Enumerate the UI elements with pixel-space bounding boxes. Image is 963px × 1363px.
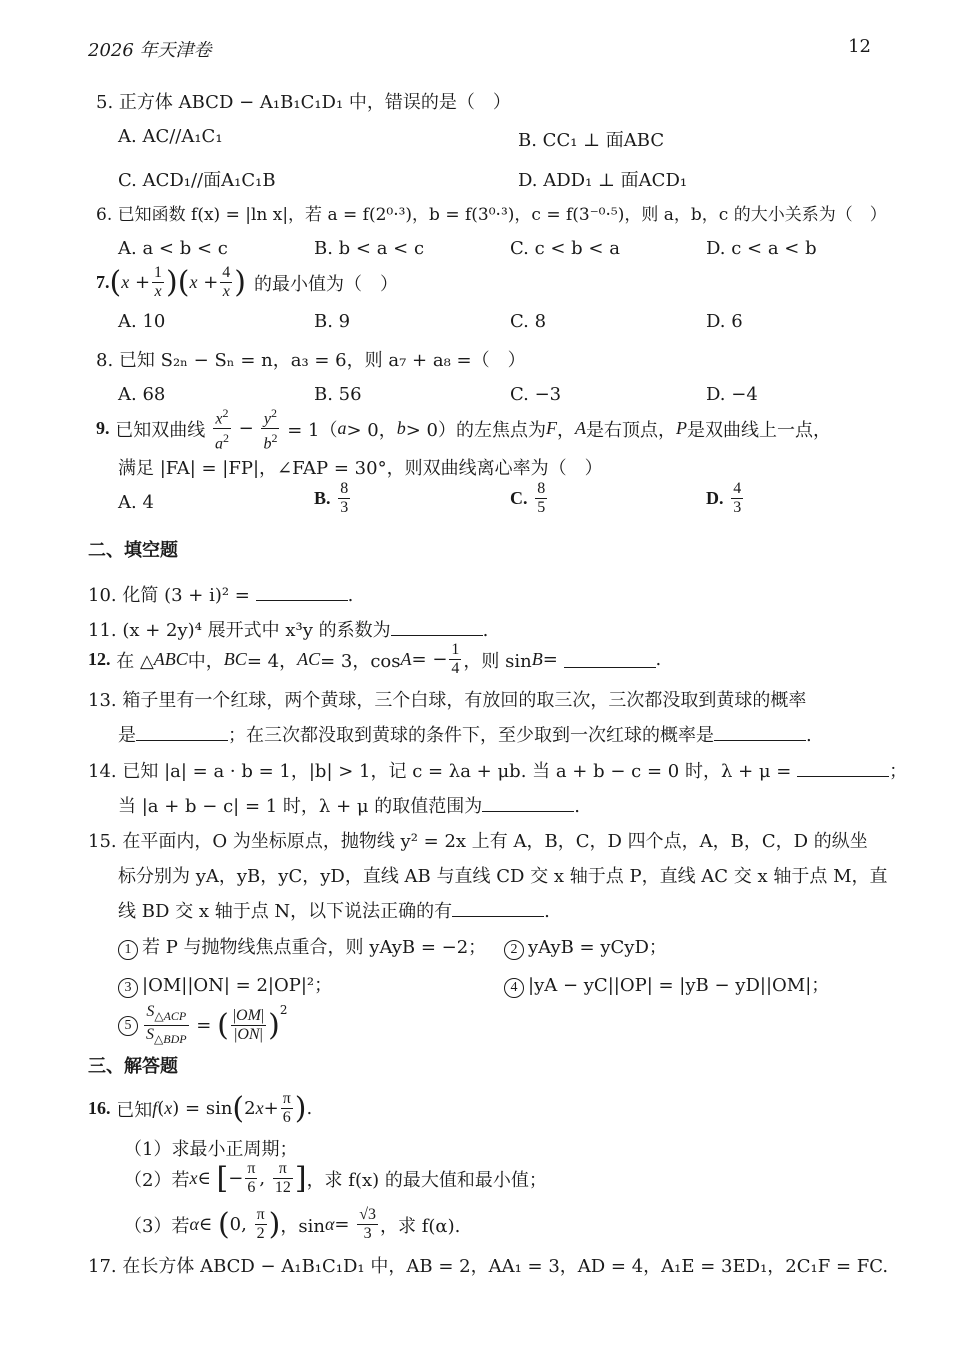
q9-option-a: A. 4 bbox=[118, 492, 154, 513]
page-header bbox=[88, 36, 871, 62]
q8-option-c: C. −3 bbox=[510, 384, 562, 405]
q14-line1: 14. 已知 |a| = a · b = 1，|b| > 1，记 c = λa + μb. 当 a + b − c = 0 时，λ + μ = ； bbox=[88, 761, 908, 782]
q15-line1: 15. 在平面内，O 为坐标原点，抛物线 y² = 2x 上有 A，B，C，D 四个点，A，B，C，D 的纵坐 bbox=[88, 831, 868, 852]
q15-o3: |OM||ON| = 2|OP|²； bbox=[142, 975, 333, 996]
q15-option-5: 5 $\frac{S_{\triangle ACP}}{S_{\triangle BDP}}$ = ( $\frac{|OM|}{|ON|}$ ) $^2$ bbox=[118, 1003, 287, 1048]
q15-o1: 若 P 与抛物线焦点重合，则 yAyB = −2； bbox=[142, 937, 487, 958]
q10-text: 10. 化简 (3 + i)² = bbox=[88, 585, 250, 606]
q13-blank1[interactable] bbox=[136, 724, 228, 741]
q17-stem: 17. 在长方体 ABCD − A₁B₁C₁D₁ 中，AB = 2，AA₁ = 3，AD = 4，A₁E = 3ED₁，2C₁F = FC. bbox=[88, 1256, 889, 1277]
q13-line2: 是 ；在三次都没取到黄球的条件下，至少取到一次红球的概率是 . bbox=[118, 725, 812, 746]
q7-option-b: B. 9 bbox=[314, 311, 351, 332]
q14-l2: 当 |a + b − c| = 1 时，λ + μ 的取值范围为 bbox=[118, 796, 483, 817]
q6-option-b: B. b < a < c bbox=[314, 238, 425, 259]
q15-option-4: 4 |yA − yC||OP| = |yB − yD||OM|； bbox=[504, 971, 829, 998]
q5-option-a: A. AC//A₁C₁ bbox=[118, 126, 223, 147]
q10-blank[interactable] bbox=[256, 584, 348, 601]
page-number: 12 bbox=[848, 36, 871, 57]
q5-option-d: D. ADD₁ ⊥ 面ACD₁ bbox=[518, 170, 688, 191]
q9-stem: 9. 已知双曲线 $\frac{x^2}{a^2}$ − $\frac{y^2}{b^2}$ = 1（ a > 0， b > 0）的左焦点为 F ， A 是右顶点， P 是双曲线上一点， bbox=[96, 406, 831, 453]
q7-option-d: D. 6 bbox=[706, 311, 743, 332]
q8-option-b: B. 56 bbox=[314, 384, 362, 405]
q7-option-c: C. 8 bbox=[510, 311, 547, 332]
q15-option-3: 3 |OM||ON| = 2|OP|²； bbox=[118, 971, 332, 998]
q6-option-c: C. c < b < a bbox=[510, 238, 620, 259]
q15-line2: 标分别为 yA，yB，yC，yD，直线 AB 与直线 CD 交 x 轴于点 P，直线 AC 交 x 轴于点 M，直 bbox=[118, 866, 888, 887]
q5-option-b: B. CC₁ ⊥ 面ABC bbox=[518, 130, 665, 151]
q9-option-b: B. $\frac{8}{3}$ bbox=[314, 480, 349, 516]
q14-line2: 当 |a + b − c| = 1 时，λ + μ 的取值范围为 . bbox=[118, 796, 581, 817]
q11-text: 11. (x + 2y)⁴ 展开式中 x³y 的系数为 bbox=[88, 620, 391, 641]
q16-part1: （1）求最小正周期； bbox=[124, 1139, 298, 1160]
q9-option-d: D. $\frac{4}{3}$ bbox=[706, 480, 742, 516]
q13-blank2[interactable] bbox=[714, 724, 806, 741]
q15-option-1: 1 若 P 与抛物线焦点重合，则 yAyB = −2； bbox=[118, 933, 486, 960]
q8-option-d: D. −4 bbox=[706, 384, 758, 405]
q15-line3: 线 BD 交 x 轴于点 N，以下说法正确的有 . bbox=[118, 901, 550, 922]
q6-option-a: A. a < b < c bbox=[118, 238, 228, 259]
q11: 11. (x + 2y)⁴ 展开式中 x³y 的系数为 . bbox=[88, 620, 489, 641]
exam-title: 2026 年天津卷 bbox=[88, 40, 212, 61]
section-answer: 三、解答题 bbox=[88, 1056, 178, 1077]
q6-stem: 6. 已知函数 f(x) = |ln x|，若 a = f(2⁰·³)，b = f(3⁰·³)，c = f(3⁻⁰·⁵)，则 a，b，c 的大小关系为（ ） bbox=[96, 205, 887, 225]
q5-option-c: C. ACD₁//面A₁C₁B bbox=[118, 170, 276, 191]
q6-option-d: D. c < a < b bbox=[706, 238, 817, 259]
q13-l2a: 是 bbox=[118, 725, 136, 746]
section-fill-blank: 二、填空题 bbox=[88, 540, 178, 561]
q5-stem: 5. 正方体 ABCD − A₁B₁C₁D₁ 中，错误的是（ ） bbox=[96, 92, 511, 113]
q14-blank1[interactable] bbox=[797, 760, 889, 777]
q15-option-2: 2 yAyB = yCyD； bbox=[504, 933, 667, 960]
q13-l2b: ；在三次都没取到黄球的条件下，至少取到一次红球的概率是 bbox=[228, 725, 714, 746]
q9-option-c: C. $\frac{8}{5}$ bbox=[510, 480, 546, 516]
q16-p3-text: ，求 f(α). bbox=[380, 1215, 461, 1237]
q16-stem: 16. 已知 f ( x ) = sin ( 2 x + $\frac{\pi}{6}$ ) . bbox=[88, 1090, 313, 1126]
q15-l3: 线 BD 交 x 轴于点 N，以下说法正确的有 bbox=[118, 901, 453, 922]
q9-line2: 满足 |FA| = |FP|，∠FAP = 30°，则双曲线离心率为（ ） bbox=[118, 458, 603, 479]
q7-stem-text: 的最小值为（ ） bbox=[254, 273, 398, 295]
q15-o2: yAyB = yCyD； bbox=[528, 937, 667, 958]
q7-stem: 7. ( x + $\frac{1}{x}$ ) ( x + $\frac{4}{x}$ ) 的最小值为（ ） bbox=[96, 264, 398, 300]
q11-blank[interactable] bbox=[391, 619, 483, 636]
q8-stem: 8. 已知 S₂ₙ − Sₙ = n，a₃ = 6，则 a₇ + a₈ =（ ） bbox=[96, 350, 526, 371]
q12-blank[interactable] bbox=[564, 651, 656, 668]
q14-l1: 14. 已知 |a| = a · b = 1，|b| > 1，记 c = λa + μb. 当 a + b − c = 0 时，λ + μ = bbox=[88, 761, 792, 782]
q13-line1: 13. 箱子里有一个红球，两个黄球，三个白球，有放回的取三次，三次都没取到黄球的概率 bbox=[88, 690, 807, 711]
q7-option-a: A. 10 bbox=[118, 311, 166, 332]
q16-part2: （2）若 x ∈ [ − $\frac{\pi}{6}$ , $\frac{\pi}{12}$ ] ，求 f(x) 的最大值和最小值； bbox=[124, 1160, 547, 1196]
q16-part3: （3）若 α ∈ ( 0, $\frac{\pi}{2}$ ) ，sin α = $\frac{√3}{3}$ ，求 f(α). bbox=[124, 1206, 461, 1242]
q16-p2-text: ，求 f(x) 的最大值和最小值； bbox=[306, 1169, 547, 1191]
q8-option-a: A. 68 bbox=[118, 384, 166, 405]
q15-blank[interactable] bbox=[452, 900, 544, 917]
q10: 10. 化简 (3 + i)² = . bbox=[88, 585, 354, 606]
q14-blank2[interactable] bbox=[482, 795, 574, 812]
q12: 12. 在 △ ABC 中， BC = 4， AC = 3，cos A = − $\frac{1}{4}$ ，则 sin B = . bbox=[88, 641, 662, 677]
q15-o4: |yA − yC||OP| = |yB − yD||OM|； bbox=[528, 975, 830, 996]
